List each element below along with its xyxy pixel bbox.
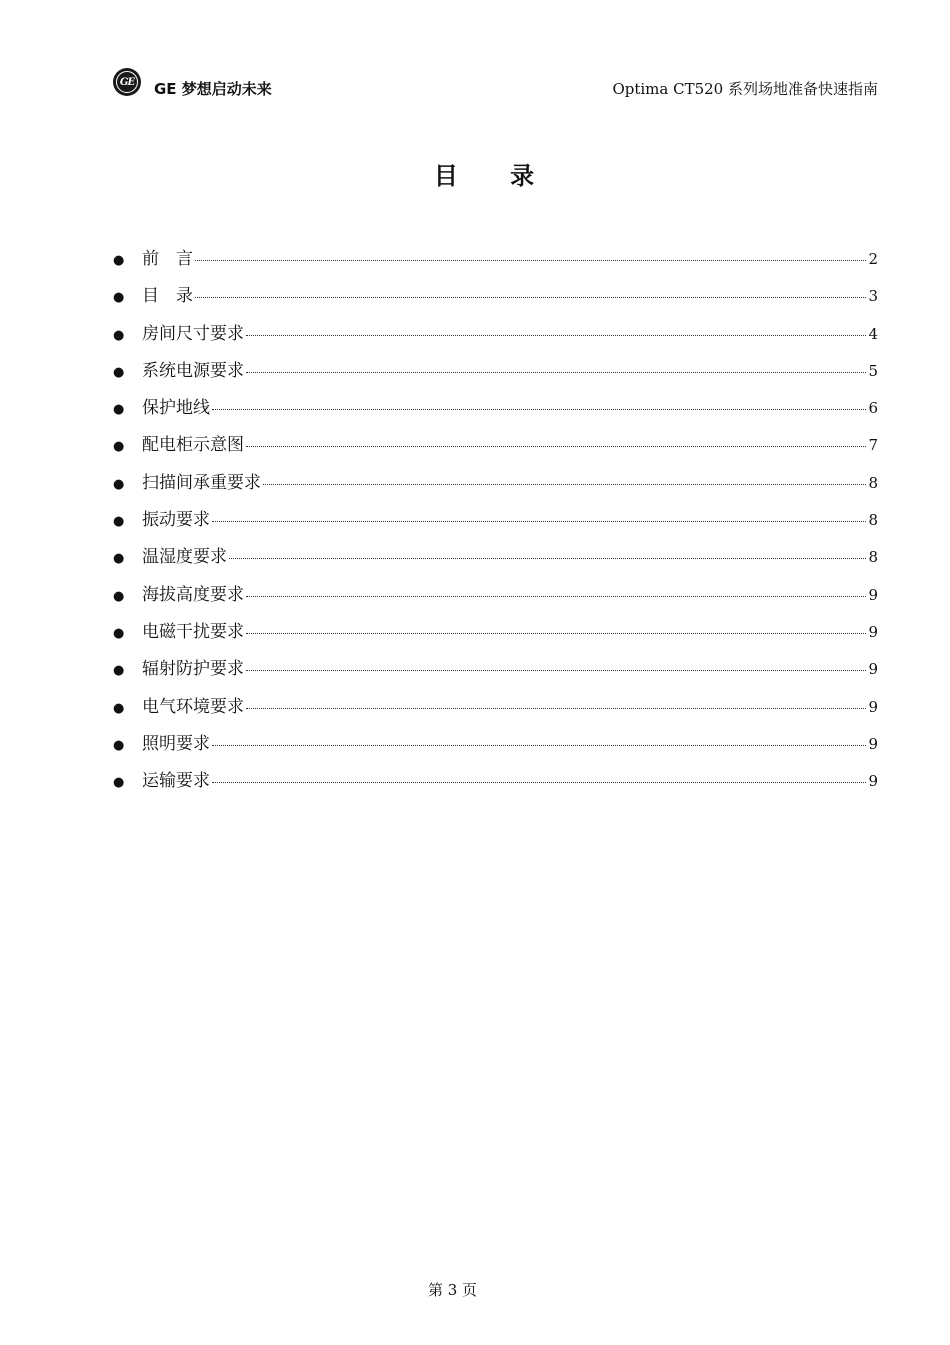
- toc-entry[interactable]: [113, 580, 878, 617]
- toc-entry-label: 运输要求: [142, 771, 210, 792]
- ge-logo-icon: [113, 68, 141, 96]
- dot-leader: [246, 708, 866, 709]
- bullet-icon: ●: [113, 327, 125, 343]
- toc-entry[interactable]: [113, 617, 878, 654]
- toc-entry-page: 9: [868, 772, 878, 791]
- dot-leader: [246, 633, 866, 634]
- page-number: 第 3 页: [427, 1281, 478, 1299]
- toc-entry[interactable]: [113, 319, 878, 356]
- toc-entry-page: 9: [868, 734, 878, 753]
- toc-entry-label: 照明要求: [142, 733, 210, 754]
- toc-entry[interactable]: [113, 356, 878, 393]
- toc-entry-page: 7: [868, 436, 878, 455]
- bullet-icon: ●: [113, 663, 125, 679]
- bullet-icon: ●: [113, 253, 125, 268]
- dot-leader: [246, 670, 866, 671]
- toc-entry-page: 4: [868, 324, 878, 343]
- dot-leader: [212, 745, 866, 746]
- toc-entry[interactable]: [113, 468, 878, 505]
- toc-entry-label: 温湿度要求: [142, 547, 227, 568]
- bullet-icon: ●: [113, 290, 125, 306]
- header-doc-title: Optima CT520 系列场地准备快速指南: [612, 80, 878, 98]
- toc-entry-label: 电磁干扰要求: [142, 621, 244, 642]
- bullet-icon: ●: [113, 476, 125, 492]
- bullet-icon: ●: [113, 439, 125, 455]
- toc-entry-label: 海拔高度要求: [142, 584, 244, 605]
- toc-entry-page: 9: [868, 660, 878, 679]
- toc-entry-label: 电气环境要求: [142, 696, 244, 717]
- toc-entry-page: 8: [868, 511, 878, 530]
- toc-entry[interactable]: [113, 244, 878, 281]
- toc-entry-label: 目 录: [142, 286, 193, 307]
- toc-entry-page: 2: [868, 250, 878, 268]
- toc-entry-label: 房间尺寸要求: [142, 323, 244, 344]
- toc-entry-page: 5: [868, 361, 878, 380]
- toc-entry[interactable]: [113, 766, 878, 803]
- toc-entry[interactable]: [113, 393, 878, 430]
- bullet-icon: ●: [113, 514, 125, 530]
- dot-leader: [212, 409, 866, 410]
- bullet-icon: ●: [113, 364, 125, 380]
- bullet-icon: ●: [113, 588, 125, 604]
- page-header: [113, 66, 878, 100]
- toc-entry[interactable]: [113, 729, 878, 766]
- toc-entry-label: 系统电源要求: [142, 360, 244, 381]
- header-slogan: GE 梦想启动未来: [154, 80, 272, 98]
- toc-entry-label: 前 言: [142, 249, 193, 269]
- bullet-icon: ●: [113, 737, 125, 753]
- toc-entry-label: 保护地线: [142, 398, 210, 419]
- toc-title: 目 录: [433, 162, 557, 190]
- toc-entry-page: 8: [868, 548, 878, 567]
- toc-entry-page: 6: [868, 399, 878, 418]
- dot-leader: [195, 260, 866, 261]
- dot-leader: [263, 484, 866, 485]
- toc-entry[interactable]: [113, 281, 878, 318]
- bullet-icon: ●: [113, 775, 125, 791]
- dot-leader: [246, 596, 866, 597]
- dot-leader: [212, 521, 866, 522]
- dot-leader: [229, 558, 866, 559]
- bullet-icon: ●: [113, 402, 125, 418]
- toc-entry[interactable]: [113, 542, 878, 579]
- toc-entry-label: 配电柜示意图: [142, 435, 244, 456]
- toc-entry-page: 9: [868, 622, 878, 641]
- toc-entry-label: 辐射防护要求: [142, 659, 244, 680]
- dot-leader: [246, 335, 866, 336]
- bullet-icon: ●: [113, 551, 125, 567]
- toc-entry-page: 9: [868, 697, 878, 716]
- toc-entry-page: 8: [868, 473, 878, 492]
- bullet-icon: ●: [113, 700, 125, 716]
- toc-entry[interactable]: [113, 505, 878, 542]
- toc-entry[interactable]: [113, 692, 878, 729]
- dot-leader: [246, 372, 866, 373]
- bullet-icon: ●: [113, 625, 125, 641]
- toc-list: [113, 244, 878, 803]
- toc-entry[interactable]: [113, 654, 878, 691]
- toc-entry-label: 扫描间承重要求: [142, 472, 261, 493]
- dot-leader: [212, 782, 866, 783]
- dot-leader: [246, 446, 866, 447]
- toc-entry-page: 9: [868, 585, 878, 604]
- toc-entry[interactable]: [113, 430, 878, 467]
- logo-text: GE: [119, 76, 135, 88]
- toc-entry-page: 3: [868, 287, 878, 306]
- toc-entry-label: 振动要求: [142, 510, 210, 531]
- dot-leader: [195, 297, 866, 298]
